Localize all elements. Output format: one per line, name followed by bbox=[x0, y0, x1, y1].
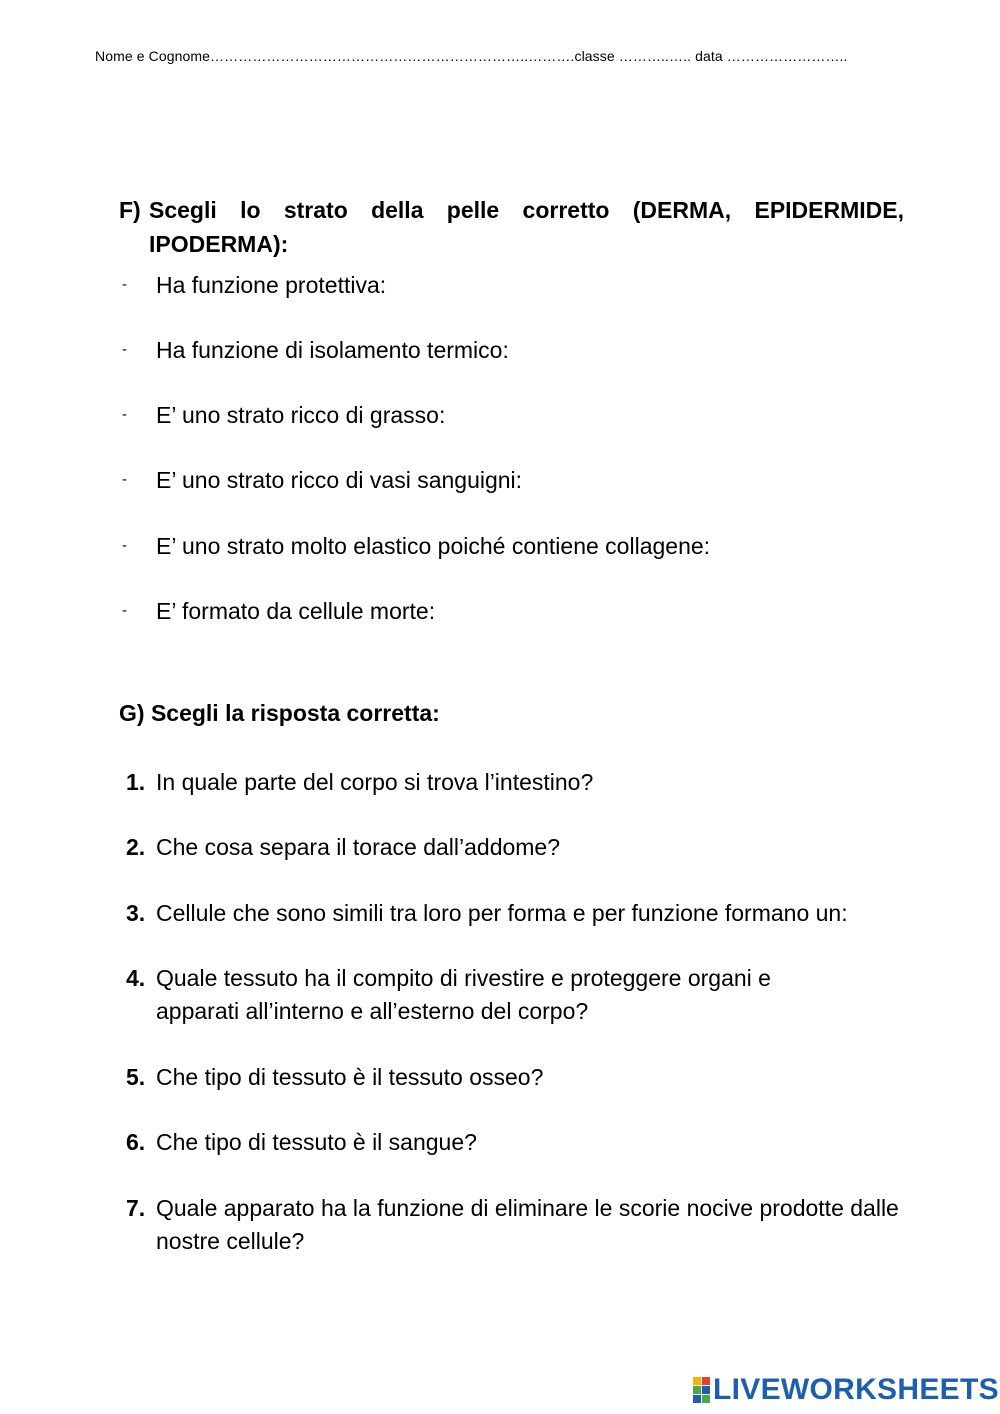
section-f-instruction: Scegli lo strato della pelle corretto (DERMA, EPIDERMIDE, IPODERMA): bbox=[149, 197, 904, 257]
list-item-label: E’ uno strato ricco di grasso: bbox=[156, 402, 446, 428]
question-item bbox=[126, 897, 916, 930]
liveworksheets-logo-text: LIVEWORKSHEETS bbox=[713, 1373, 999, 1406]
question-number: 6. bbox=[126, 1129, 146, 1155]
question-text: Che tipo di tessuto è il tessuto osseo? bbox=[156, 1064, 544, 1090]
list-item-label: Ha funzione protettiva: bbox=[156, 272, 387, 298]
question-number: 2. bbox=[126, 834, 146, 860]
question-number: 5. bbox=[126, 1064, 146, 1090]
section-f-letter: F) bbox=[119, 197, 141, 223]
question-text: In quale parte del corpo si trova l’intestino? bbox=[156, 769, 594, 795]
list-item-label: E’ uno strato molto elastico poiché contiene collagene: bbox=[156, 533, 711, 559]
section-f-title bbox=[119, 193, 904, 261]
liveworksheets-mark-icon bbox=[693, 1377, 710, 1403]
list-item-label: E’ formato da cellule morte: bbox=[156, 598, 436, 624]
question-text: Che cosa separa il torace dall’addome? bbox=[156, 834, 561, 860]
question-text: Che tipo di tessuto è il sangue? bbox=[156, 1129, 477, 1155]
dash-bullet: - bbox=[122, 537, 127, 554]
dash-bullet: - bbox=[122, 341, 127, 358]
question-item bbox=[126, 1126, 916, 1159]
list-item-label: E’ uno strato ricco di vasi sanguigni: bbox=[156, 467, 523, 493]
question-text: Quale tessuto ha il compito di rivestire e proteggere organi e apparati all’interno e all’esterno del corpo? bbox=[156, 965, 771, 1024]
question-item bbox=[126, 831, 916, 864]
question-number: 4. bbox=[126, 965, 146, 991]
question-text: Quale apparato ha la funzione di eliminare le scorie nocive prodotte dalle nostre cellule? bbox=[156, 1195, 899, 1254]
name-class-date-line: Nome e Cognome…………………………………………………………..……….classe ………..….. data …………………….. bbox=[95, 48, 848, 64]
question-number: 1. bbox=[126, 769, 146, 795]
section-g-title: G) Scegli la risposta corretta: bbox=[119, 700, 440, 726]
dash-bullet: - bbox=[122, 276, 127, 293]
dash-bullet: - bbox=[122, 602, 127, 619]
question-text: Cellule che sono simili tra loro per forma e per funzione formano un: bbox=[156, 900, 848, 926]
question-item bbox=[126, 1192, 906, 1258]
question-item bbox=[126, 962, 826, 1028]
question-number: 7. bbox=[126, 1195, 146, 1221]
question-item bbox=[126, 1061, 916, 1094]
question-item bbox=[126, 766, 916, 799]
dash-bullet: - bbox=[122, 406, 127, 423]
question-number: 3. bbox=[126, 900, 146, 926]
list-item-label: Ha funzione di isolamento termico: bbox=[156, 337, 509, 363]
liveworksheets-logo bbox=[693, 1373, 999, 1407]
dash-bullet: - bbox=[122, 471, 127, 488]
